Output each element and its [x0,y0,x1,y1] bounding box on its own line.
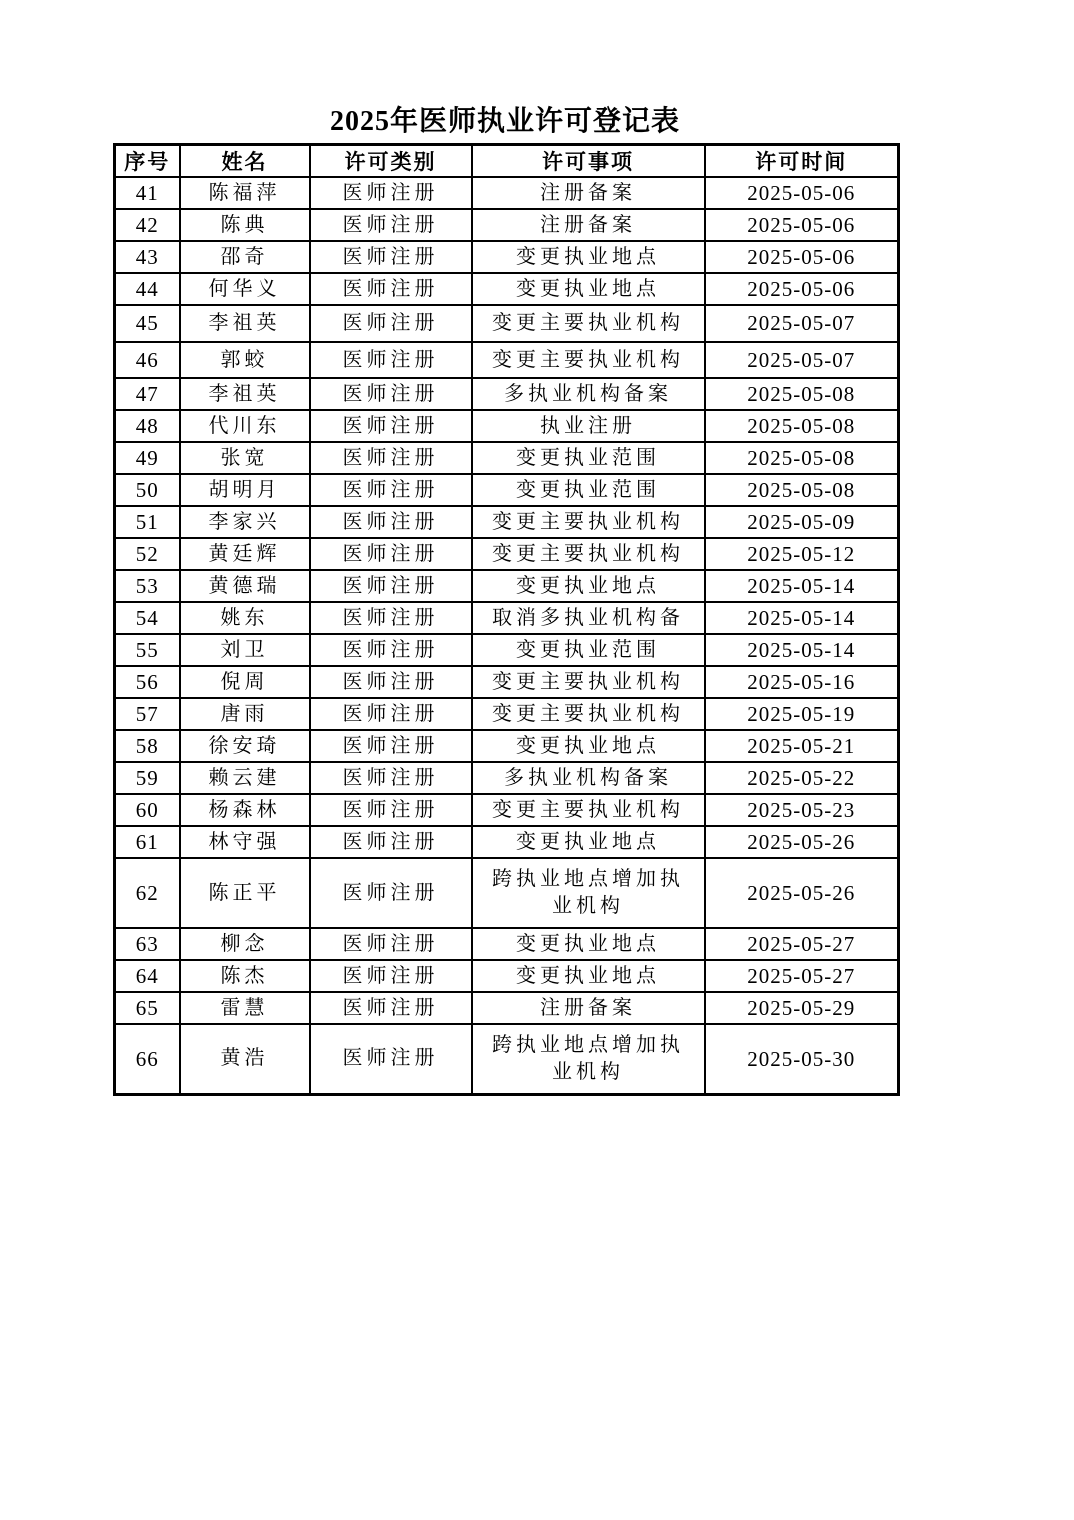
cell-item: 变更执业范围 [472,474,705,506]
header-cell-date: 许可时间 [705,145,899,178]
cell-item: 变更主要执业机构 [472,666,705,698]
cell-item: 变更主要执业机构 [472,342,705,378]
cell-name: 杨森林 [180,794,310,826]
cell-name: 倪周 [180,666,310,698]
cell-no: 59 [115,762,180,794]
cell-item: 多执业机构备案 [472,762,705,794]
cell-name: 李家兴 [180,506,310,538]
cell-item: 注册备案 [472,177,705,209]
table-row [115,602,899,634]
table-row [115,960,899,992]
cell-name: 张宽 [180,442,310,474]
cell-no: 51 [115,506,180,538]
table-row [115,666,899,698]
cell-category: 医师注册 [310,730,472,762]
cell-no: 50 [115,474,180,506]
cell-no: 48 [115,410,180,442]
cell-item: 变更主要执业机构 [472,698,705,730]
cell-no: 49 [115,442,180,474]
cell-date: 2025-05-23 [705,794,899,826]
cell-date: 2025-05-06 [705,273,899,305]
cell-item: 变更执业地点 [472,273,705,305]
cell-date: 2025-05-08 [705,378,899,410]
cell-name: 姚东 [180,602,310,634]
cell-no: 46 [115,342,180,378]
cell-no: 56 [115,666,180,698]
table-row [115,273,899,305]
cell-name: 李祖英 [180,305,310,342]
cell-no: 60 [115,794,180,826]
cell-date: 2025-05-09 [705,506,899,538]
cell-name: 刘卫 [180,634,310,666]
cell-item: 注册备案 [472,992,705,1024]
table-row [115,474,899,506]
license-registration-table [113,143,900,1096]
cell-date: 2025-05-08 [705,442,899,474]
table-row [115,241,899,273]
cell-item: 取消多执业机构备 [472,602,705,634]
cell-name: 陈典 [180,209,310,241]
table-row [115,992,899,1024]
cell-item: 注册备案 [472,209,705,241]
cell-date: 2025-05-26 [705,858,899,928]
table-row [115,698,899,730]
table-row [115,858,899,928]
cell-item: 变更执业地点 [472,960,705,992]
cell-date: 2025-05-27 [705,928,899,960]
cell-no: 58 [115,730,180,762]
header-cell-no: 序号 [115,145,180,178]
table-row [115,209,899,241]
cell-date: 2025-05-16 [705,666,899,698]
table-row [115,730,899,762]
cell-no: 66 [115,1024,180,1094]
cell-no: 64 [115,960,180,992]
cell-name: 黄浩 [180,1024,310,1094]
cell-category: 医师注册 [310,506,472,538]
header-cell-category: 许可类别 [310,145,472,178]
header-cell-name: 姓名 [180,145,310,178]
cell-name: 何华义 [180,273,310,305]
cell-category: 医师注册 [310,826,472,858]
cell-date: 2025-05-14 [705,634,899,666]
cell-category: 医师注册 [310,794,472,826]
cell-date: 2025-05-22 [705,762,899,794]
cell-category: 医师注册 [310,634,472,666]
cell-date: 2025-05-07 [705,342,899,378]
cell-no: 55 [115,634,180,666]
cell-name: 郭蛟 [180,342,310,378]
cell-date: 2025-05-27 [705,960,899,992]
cell-name: 黄德瑞 [180,570,310,602]
cell-name: 代川东 [180,410,310,442]
table-row [115,410,899,442]
cell-date: 2025-05-26 [705,826,899,858]
cell-date: 2025-05-30 [705,1024,899,1094]
cell-name: 雷慧 [180,992,310,1024]
cell-name: 陈福萍 [180,177,310,209]
cell-category: 医师注册 [310,209,472,241]
cell-item: 跨执业地点增加执业机构 [472,1024,705,1094]
cell-item: 跨执业地点增加执业机构 [472,858,705,928]
cell-category: 医师注册 [310,410,472,442]
table-row [115,570,899,602]
cell-date: 2025-05-21 [705,730,899,762]
cell-category: 医师注册 [310,992,472,1024]
cell-no: 53 [115,570,180,602]
page-title: 2025年医师执业许可登记表 [329,106,680,137]
cell-name: 陈正平 [180,858,310,928]
cell-category: 医师注册 [310,666,472,698]
cell-name: 邵奇 [180,241,310,273]
cell-category: 医师注册 [310,474,472,506]
cell-date: 2025-05-29 [705,992,899,1024]
cell-item: 变更执业地点 [472,826,705,858]
cell-no: 42 [115,209,180,241]
cell-category: 医师注册 [310,762,472,794]
cell-no: 44 [115,273,180,305]
cell-category: 医师注册 [310,538,472,570]
table-row [115,538,899,570]
table-row [115,1024,899,1094]
cell-date: 2025-05-12 [705,538,899,570]
cell-name: 唐雨 [180,698,310,730]
cell-name: 徐安琦 [180,730,310,762]
table-row [115,342,899,378]
cell-category: 医师注册 [310,378,472,410]
cell-item: 变更执业地点 [472,570,705,602]
cell-item: 多执业机构备案 [472,378,705,410]
cell-category: 医师注册 [310,273,472,305]
cell-item: 变更主要执业机构 [472,794,705,826]
table-body [115,177,899,1094]
cell-item: 变更执业地点 [472,730,705,762]
cell-date: 2025-05-06 [705,209,899,241]
cell-category: 医师注册 [310,928,472,960]
table-row [115,177,899,209]
table-row [115,506,899,538]
cell-item: 变更执业范围 [472,442,705,474]
cell-name: 胡明月 [180,474,310,506]
table-header-row [115,145,899,178]
table-row [115,794,899,826]
cell-name: 陈杰 [180,960,310,992]
cell-item: 变更主要执业机构 [472,538,705,570]
cell-category: 医师注册 [310,960,472,992]
cell-item: 执业注册 [472,410,705,442]
cell-category: 医师注册 [310,177,472,209]
cell-no: 43 [115,241,180,273]
cell-no: 65 [115,992,180,1024]
cell-item: 变更执业地点 [472,241,705,273]
table-row [115,928,899,960]
cell-no: 62 [115,858,180,928]
table-row [115,762,899,794]
cell-category: 医师注册 [310,1024,472,1094]
cell-date: 2025-05-08 [705,410,899,442]
cell-no: 45 [115,305,180,342]
cell-category: 医师注册 [310,305,472,342]
cell-no: 52 [115,538,180,570]
cell-no: 57 [115,698,180,730]
cell-no: 63 [115,928,180,960]
cell-no: 47 [115,378,180,410]
cell-date: 2025-05-14 [705,602,899,634]
cell-item: 变更执业地点 [472,928,705,960]
cell-date: 2025-05-19 [705,698,899,730]
cell-no: 41 [115,177,180,209]
cell-category: 医师注册 [310,342,472,378]
cell-name: 李祖英 [180,378,310,410]
cell-item: 变更主要执业机构 [472,506,705,538]
cell-date: 2025-05-08 [705,474,899,506]
cell-category: 医师注册 [310,698,472,730]
table-row [115,442,899,474]
cell-date: 2025-05-06 [705,177,899,209]
table-row [115,378,899,410]
cell-date: 2025-05-06 [705,241,899,273]
cell-category: 医师注册 [310,570,472,602]
table-row [115,305,899,342]
cell-category: 医师注册 [310,602,472,634]
cell-no: 61 [115,826,180,858]
table-row [115,826,899,858]
cell-category: 医师注册 [310,442,472,474]
cell-name: 黄廷辉 [180,538,310,570]
cell-no: 54 [115,602,180,634]
table-row [115,634,899,666]
header-cell-item: 许可事项 [472,145,705,178]
cell-item: 变更执业范围 [472,634,705,666]
cell-name: 赖云建 [180,762,310,794]
cell-name: 柳念 [180,928,310,960]
cell-item: 变更主要执业机构 [472,305,705,342]
cell-date: 2025-05-07 [705,305,899,342]
cell-name: 林守强 [180,826,310,858]
cell-category: 医师注册 [310,858,472,928]
cell-date: 2025-05-14 [705,570,899,602]
cell-category: 医师注册 [310,241,472,273]
